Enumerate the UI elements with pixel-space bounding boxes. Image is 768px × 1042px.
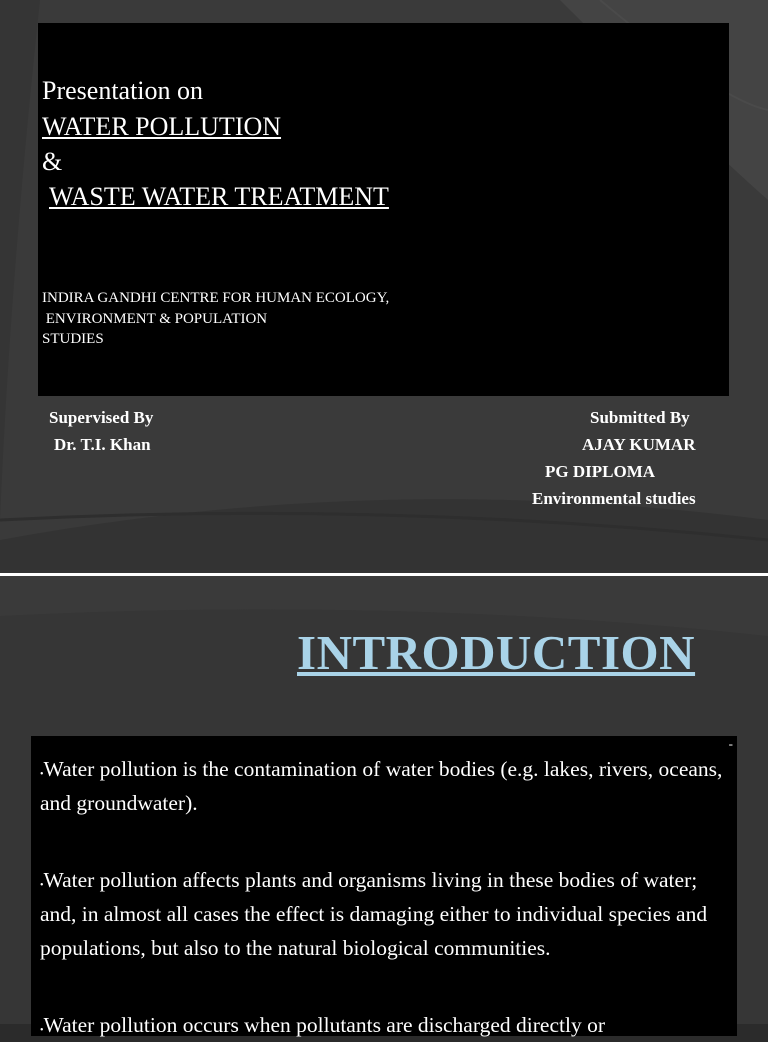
title-waste-water-treatment: WASTE WATER TREATMENT xyxy=(49,182,389,211)
institute-line: INDIRA GANDHI CENTRE FOR HUMAN ECOLOGY, xyxy=(42,290,390,306)
submitter-department: Environmental studies xyxy=(532,489,696,508)
intro-paragraph xyxy=(40,863,730,965)
bullet-icon: • xyxy=(40,1025,44,1036)
bullet-icon: • xyxy=(40,880,44,891)
bullet-icon: • xyxy=(40,769,44,780)
supervised-by-label: Supervised By xyxy=(49,408,154,427)
corner-mark: - xyxy=(728,736,733,751)
institute-line: ENVIRONMENT & POPULATION xyxy=(42,310,268,327)
presentation-on-label: Presentation on xyxy=(42,76,204,105)
submitter-name: AJAY KUMAR xyxy=(582,435,696,454)
introduction-slide xyxy=(0,576,768,1037)
introduction-heading: INTRODUCTION xyxy=(297,625,696,680)
title-ampersand: & xyxy=(42,147,63,176)
submitter-program: PG DIPLOMA xyxy=(545,462,656,481)
institute-name xyxy=(42,288,389,350)
institute-line: STUDIES xyxy=(42,331,104,347)
intro-paragraph xyxy=(40,1008,730,1042)
submitted-by-label: Submitted By xyxy=(590,408,690,427)
supervisor-name: Dr. T.I. Khan xyxy=(54,435,151,454)
paragraph-text: Water pollution is the contamination of water bodies (e.g. lakes, rivers, oceans, and groundwater). xyxy=(40,757,723,815)
intro-paragraph xyxy=(40,752,730,820)
title-box xyxy=(38,23,729,396)
title-water-pollution: WATER POLLUTION xyxy=(42,112,282,141)
paragraph-text: Water pollution occurs when pollutants are discharged directly or xyxy=(43,1013,605,1037)
introduction-body-box xyxy=(31,736,737,1036)
paragraph-text: Water pollution affects plants and organisms living in these bodies of water; and, in almost all cases the effect is damaging either to individual species and populations, but also to the natural biological communities. xyxy=(40,868,708,960)
